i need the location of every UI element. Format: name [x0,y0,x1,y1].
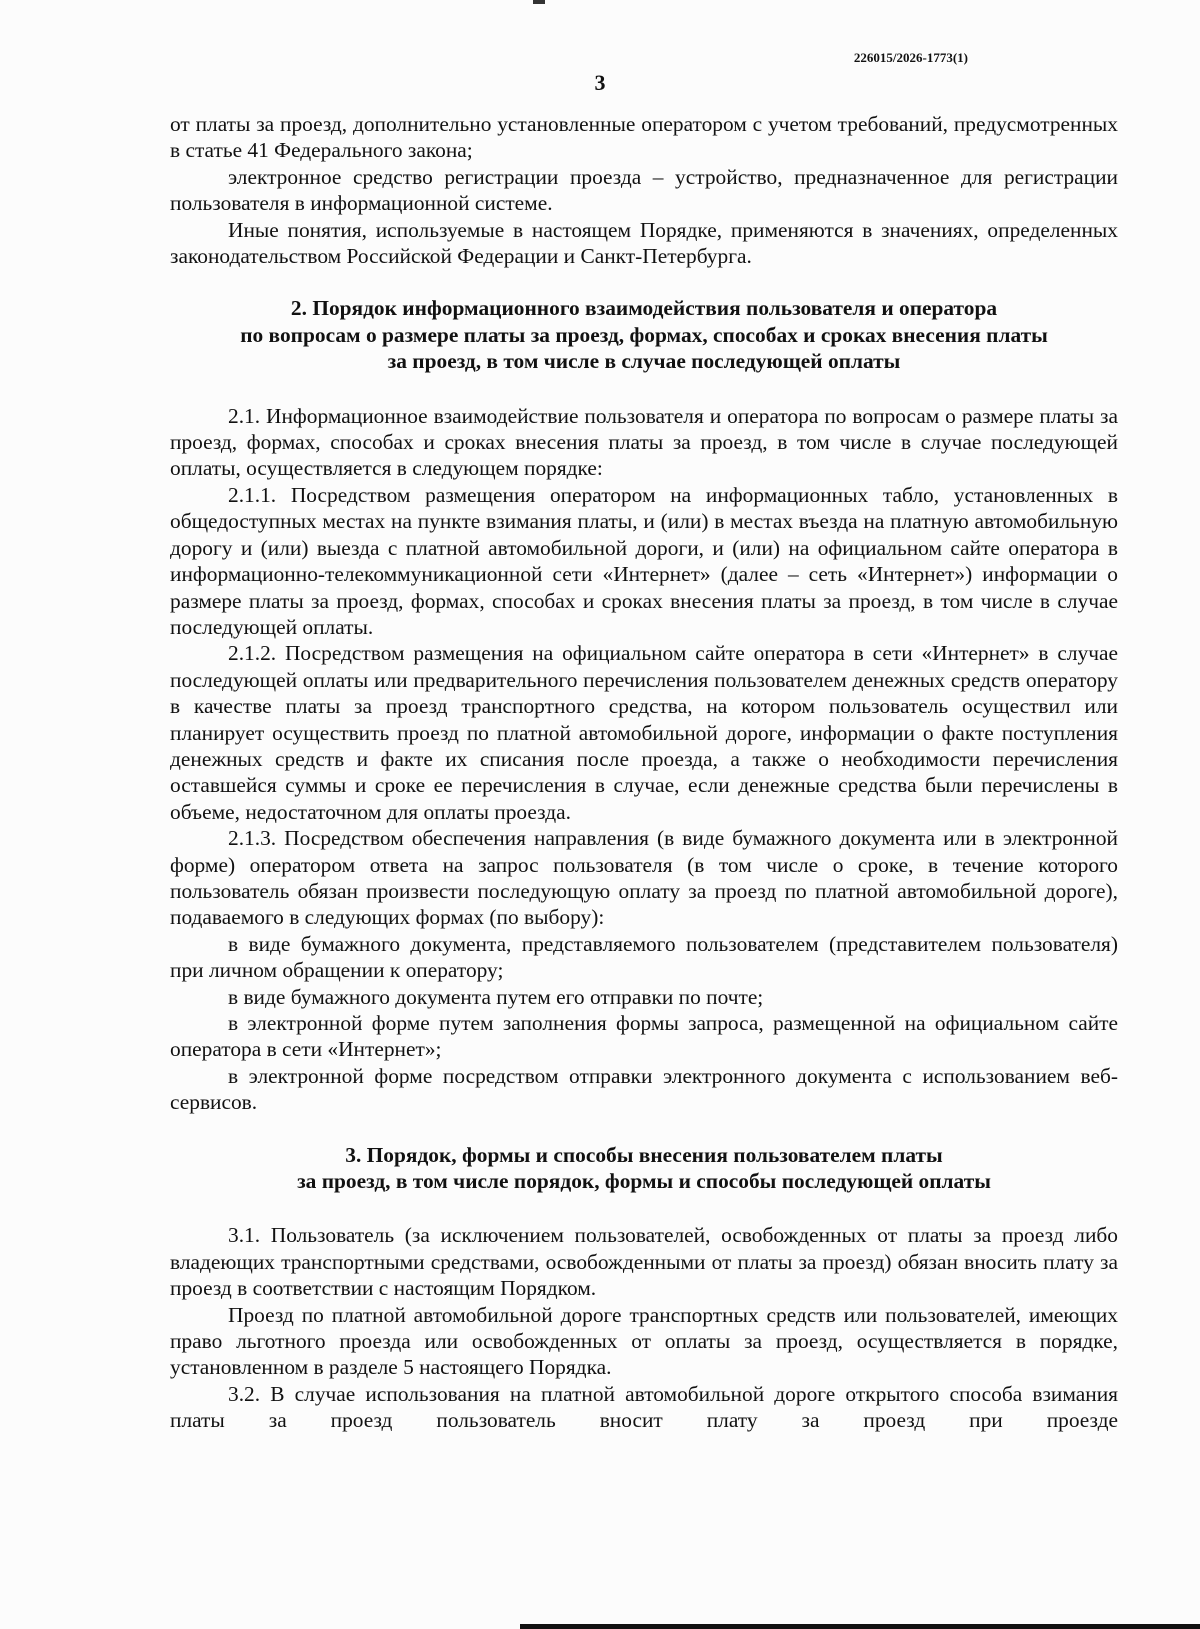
section-3-body [170,1222,1118,1433]
document-number: 226015/2026-1773(1) [853,50,968,65]
clause-2-1-2: 2.1.2. Посредством размещения на официальном сайте оператора в сети «Интернет» в случае последующей оплаты или предварительного перечисления пользователем денежных средств оператору в качестве платы за проезд транспортного средства, на котором пользователь осуществил или планирует осуществить проезд по платной автомобильной дороге, информации о факте поступления денежных средств и факте их списания после проезда, а также о необходимости перечисления оставшейся суммы и сроке ее перечисления в случае, если денежные средства были перечислены в объеме, недостаточном для оплаты проезда. [170,641,1118,824]
scan-mark [533,0,545,4]
section-2-title-line-1: 2. Порядок информационного взаимодействия пользователя и оператора [290,296,998,321]
section-3-title-line-2: за проезд, в том числе порядок, формы и способы последующей оплаты [297,1169,991,1194]
clause-3-2: 3.2. В случае использования на платной автомобильной дороге открытого способа взимания платы за проезд пользователь вносит плату за проезд при проезде [170,1381,1118,1433]
scan-bottom-edge [520,1624,1200,1629]
clause-2-1-3: 2.1.3. Посредством обеспечения направления (в виде бумажного документа или в электронной форме) оператором ответа на запрос пользователя (в том числе о сроке, в течение которого пользователь обязан произвести последующую оплату за проезд по платной автомобильной дороге), подаваемого в следующих формах (по выбору): [170,826,1118,930]
request-form-electronic-webservice: в электронной форме посредством отправки электронного документа с использованием веб-сервисов. [170,1063,1118,1115]
clause-3-1-exempt: Проезд по платной автомобильной дороге транспортных средств или пользователей, имеющих право льготного проезда или освобожденных от оплаты за проезд, осуществляется в порядке, установленном в разделе 5 настоящего Порядка. [170,1302,1118,1380]
section-2-heading [170,295,1118,374]
request-form-paper-personal: в виде бумажного документа, представляемого пользователем (представителем пользователя) при личном обращении к оператору; [170,931,1118,983]
page-number: 3 [594,70,606,95]
request-form-paper-mail: в виде бумажного документа путем его отправки по почте; [228,984,764,1009]
document-body [170,111,1118,1434]
intro-paragraph-2: электронное средство регистрации проезда – устройство, предназначенное для регистрации пользователя в информационной системе. [170,164,1118,216]
section-2-title-line-3: за проезд, в том числе в случае последующей оплаты [387,349,901,374]
clause-2-1: 2.1. Информационное взаимодействие пользователя и оператора по вопросам о размере платы за проезд, формах, способах и сроках внесения платы за проезд, в том числе в случае последующей оплаты, осуществляется в следующем порядке: [170,403,1118,481]
section-2-body [170,403,1118,1116]
section-3-heading [170,1142,1118,1195]
clause-3-1: 3.1. Пользователь (за исключением пользователей, освобожденных от платы за проезд либо владеющих транспортными средствами, освобожденными от платы за проезд) обязан вносить плату за проезд в соответствии с настоящим Порядком. [170,1223,1118,1301]
section-2-title-line-2: по вопросам о размере платы за проезд, формах, способах и сроках внесения платы [240,322,1048,347]
section-3-title-line-1: 3. Порядок, формы и способы внесения пользователем платы [345,1142,943,1167]
clause-2-1-1: 2.1.1. Посредством размещения оператором на информационных табло, установленных в общедоступных местах на пункте взимания платы, и (или) в местах въезда на платную автомобильную дорогу и (или) выезда с платной автомобильной дороги, и (или) на официальном сайте оператора в информационно-телекоммуникационной сети «Интернет» (далее – сеть «Интернет») информации о размере платы за проезд, формах, способах и сроках внесения платы за проезд, в том числе в случае последующей оплаты. [170,482,1118,639]
intro-paragraph-3: Иные понятия, используемые в настоящем Порядке, применяются в значениях, определенных законодательством Российской Федерации и Санкт-Петербурга. [170,217,1118,269]
intro-paragraph-1: от платы за проезд, дополнительно установленные оператором с учетом требований, предусмотренных в статье 41 Федерального закона; [170,112,1118,163]
request-form-electronic-website: в электронной форме путем заполнения формы запроса, размещенной на официальном сайте оператора в сети «Интернет»; [170,1011,1118,1062]
